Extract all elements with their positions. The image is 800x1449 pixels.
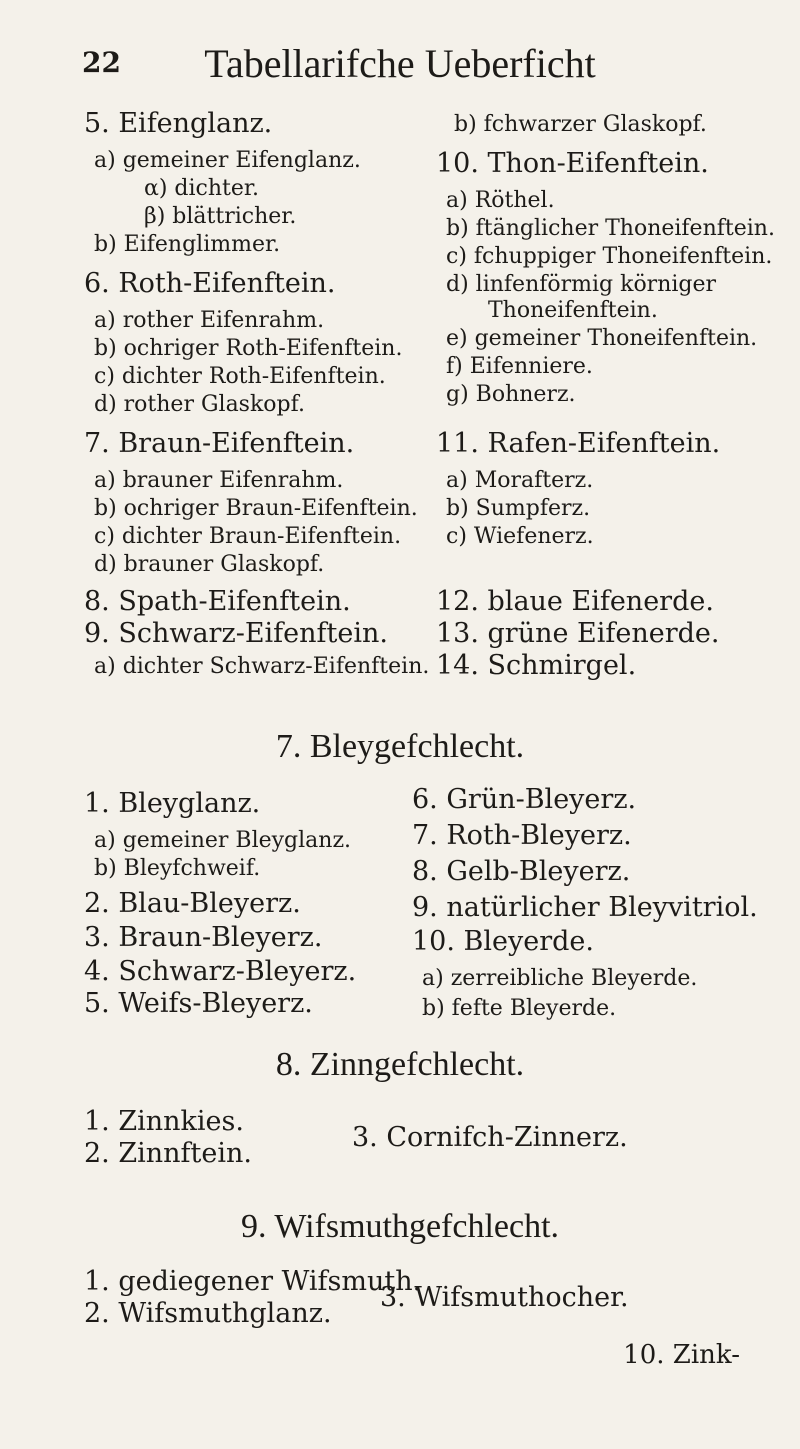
item: a) dichter Schwarz-Eifenftein.: [94, 654, 430, 679]
item: 5. Weifs-Bleyerz.: [84, 988, 313, 1019]
running-title: Tabellarifche Ueberficht: [204, 41, 596, 86]
item: a) Morafterz.: [446, 468, 594, 493]
item: b) ftänglicher Thoneifenftein.: [446, 216, 775, 241]
item: 6. Grün-Bleyerz.: [412, 784, 637, 815]
catchword: 10. Zink-: [623, 1340, 740, 1370]
item: β) blättricher.: [144, 204, 297, 229]
heading-11: 11. Rafen-Eifenftein.: [436, 428, 721, 459]
heading-13: 13. grüne Eifenerde.: [436, 618, 720, 649]
item: d) linfenförmig körniger: [446, 272, 717, 297]
section-9-title: 9. Wifsmuthgefchlecht.: [240, 1208, 560, 1245]
page-header: [0, 40, 800, 100]
item: d) brauner Glaskopf.: [94, 552, 325, 577]
item: 7. Roth-Bleyerz.: [412, 820, 632, 851]
item: b) Sumpferz.: [446, 496, 591, 521]
item: c) fchuppiger Thoneifenftein.: [446, 244, 773, 269]
item: 1. Bleyglanz.: [84, 788, 261, 819]
item: b) Eifenglimmer.: [94, 232, 281, 257]
item: 2. Wifsmuthglanz.: [84, 1298, 332, 1329]
item: b) ochriger Roth-Eifenftein.: [94, 336, 403, 361]
item: 4. Schwarz-Bleyerz.: [84, 956, 357, 987]
item: 9. natürlicher Bleyvitriol.: [412, 892, 758, 923]
item: e) gemeiner Thoneifenftein.: [446, 326, 758, 351]
heading-8: 8. Spath-Eifenftein.: [84, 586, 351, 617]
item: 10. Bleyerde.: [412, 926, 594, 957]
heading-6: 6. Roth-Eifenftein.: [84, 268, 336, 299]
item: 3. Braun-Bleyerz.: [84, 922, 323, 953]
item: a) brauner Eifenrahm.: [94, 468, 344, 493]
item: b) fchwarzer Glaskopf.: [454, 112, 707, 137]
heading-9: 9. Schwarz-Eifenftein.: [84, 618, 388, 649]
heading-7: 7. Braun-Eifenftein.: [84, 428, 355, 459]
item: f) Eifenniere.: [446, 354, 593, 379]
item: b) ochriger Braun-Eifenftein.: [94, 496, 418, 521]
item: 2. Blau-Bleyerz.: [84, 888, 301, 919]
item: a) gemeiner Bleyglanz.: [94, 828, 352, 853]
item: g) Bohnerz.: [446, 382, 576, 407]
item: c) dichter Braun-Eifenftein.: [94, 524, 402, 549]
item: c) dichter Roth-Eifenftein.: [94, 364, 386, 389]
heading-10: 10. Thon-Eifenftein.: [436, 148, 709, 179]
item: a) zerreibliche Bleyerde.: [422, 966, 698, 991]
item: c) Wiefenerz.: [446, 524, 594, 549]
item: b) Bleyfchweif.: [94, 856, 261, 881]
item: d) rother Glaskopf.: [94, 392, 305, 417]
heading-12: 12. blaue Eifenerde.: [436, 586, 714, 617]
item: 1. Zinnkies.: [84, 1106, 244, 1137]
item: a) gemeiner Eifenglanz.: [94, 148, 361, 173]
section-7-title: 7. Bleygefchlecht.: [275, 728, 525, 765]
item: α) dichter.: [144, 176, 259, 201]
item: 3. Cornifch-Zinnerz.: [352, 1122, 628, 1153]
item: b) fefte Bleyerde.: [422, 996, 617, 1021]
item: a) Röthel.: [446, 188, 555, 213]
item-continuation: Thoneifenftein.: [488, 298, 658, 323]
item: 3. Wifsmuthocher.: [380, 1282, 629, 1313]
item: a) rother Eifenrahm.: [94, 308, 325, 333]
item: 8. Gelb-Bleyerz.: [412, 856, 631, 887]
section-8-title: 8. Zinngefchlecht.: [275, 1046, 525, 1083]
item: 2. Zinnftein.: [84, 1138, 252, 1169]
heading-5: 5. Eifenglanz.: [84, 108, 273, 139]
heading-14: 14. Schmirgel.: [436, 650, 637, 681]
item: 1. gediegener Wifsmuth.: [84, 1266, 422, 1297]
page-number: 22: [82, 46, 121, 79]
